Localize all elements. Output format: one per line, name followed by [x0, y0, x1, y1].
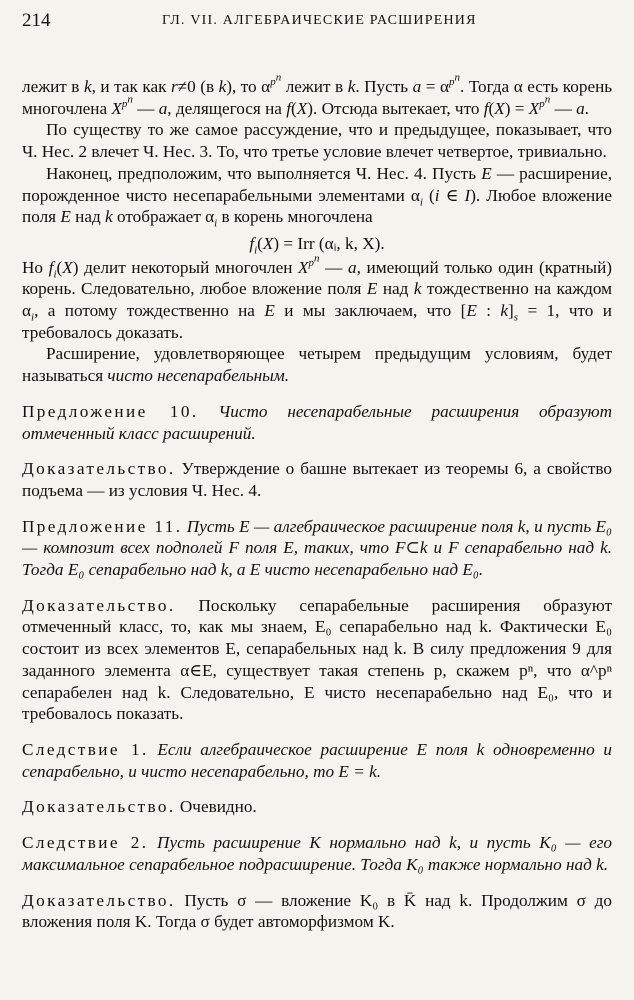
page-header: [22, 10, 612, 38]
corollary-2: [22, 832, 612, 875]
proof-label: Доказательство.: [22, 797, 176, 817]
corollary-1: [22, 739, 612, 782]
paragraph-1: лежит в k, и так как r≠0 (в k), то $\alpha^{p^n}$ лежит в k. Пусть $a = \alpha^{p^n}$. Тогда α есть корень многочлена $X^{p^n}$ — a, делящегося на f(X). Отсюда вытекает, что $f(X) = X^{p^n}$ — a.: [22, 71, 613, 118]
proof-corollary-1: Доказательство. Очевидно.: [22, 797, 257, 817]
paragraph-3: Наконец, предположим, что выполняется Ч. Нес. 4. Пусть E — расширение, порожденное чисто несепарабельными элементами $\alpha_i$ (i ∈ I). Любое вложение поля E над k отображает $\alpha_i$ в корень многочлена: [22, 163, 613, 230]
corollary-1-statement: Если алгебраическое расширение E поля k одновременно и сепарабельно, и чисто несепарабельно, то E = k.: [22, 739, 612, 781]
proof-label: Доказательство.: [22, 890, 176, 910]
proof-corollary-2: Доказательство. Пусть σ — вложение K₀ в K̄ над k. Продолжим σ до вложения поля K. Тогда σ будет автоморфизмом K.: [22, 890, 612, 932]
corollary-2-label: Следствие 2.: [22, 833, 149, 853]
display-formula: $f_i(X)$ = Irr (αᵢ, k, X).: [249, 233, 385, 257]
paragraph-2: По существу то же самое рассуждение, что и предыдущее, показывает, что Ч. Нес. 2 влечет Ч. Нес. 3. То, что третье условие влечет четвертое, тривиально.: [22, 120, 612, 162]
proposition-10: [22, 401, 612, 444]
proof-label: Доказательство.: [22, 459, 176, 479]
proposition-10-statement: Чисто несепарабельные расширения образуют отмеченный класс расширений.: [22, 401, 612, 443]
page-number: 214: [22, 10, 51, 31]
corollary-1-label: Следствие 1.: [22, 739, 149, 759]
proposition-11-statement: Пусть E — алгебраическое расширение поля k, и пусть E₀ — композит всех подполей F поля E, таких, что F⊂k и F сепарабельно над k. Тогда E₀ сепарабельно над k, а E чисто несепарабельно над E₀.: [22, 516, 612, 580]
proof-proposition-11: Доказательство. Поскольку сепарабельные расширения образуют отмеченный класс, то, как мы знаем, E₀ сепарабельно над k. Фактически E₀ состоит из всех элементов E, сепарабельных над k. В силу предложения 9 для заданного элемента α∈E, существует такая степень p, скажем pⁿ, что α^pⁿ сепарабелен над k. Следовательно, E чисто несепарабельно над E₀, что и требовалось показать.: [22, 595, 612, 724]
running-title: ГЛ. VII. АЛГЕБРАИЧЕСКИЕ РАСШИРЕНИЯ: [162, 13, 477, 28]
proposition-11-label: Предложение 11.: [22, 516, 183, 536]
paragraph-4: Но $f_i(X)$ делит некоторый многочлен $X^{p^n}$ — a, имеющий только один (кратный) корень. Следовательно, любое вложение поля E над k тождественно на каждом $\alpha_i$, а потому тождественно на E и мы заключаем, что [E : $k]_s = 1$, что и требовалось доказать.: [22, 252, 613, 342]
paragraph-5: Расширение, удовлетворяющее четырем предыдущим условиям, будет называться чисто несепарабельным.: [22, 344, 612, 386]
proposition-10-label: Предложение 10.: [22, 401, 199, 421]
proposition-11: [22, 516, 612, 581]
page-body: [22, 71, 613, 933]
proof-proposition-10: Доказательство. Утверждение о башне вытекает из теоремы 6, а свойство подъема — из условия Ч. Нес. 4.: [22, 459, 613, 500]
corollary-2-statement: Пусть расширение K нормально над k, и пусть K₀ — его максимальное сепарабельное подрасширение. Тогда K₀ также нормально над k.: [22, 833, 612, 874]
proof-label: Доказательство.: [22, 595, 176, 615]
